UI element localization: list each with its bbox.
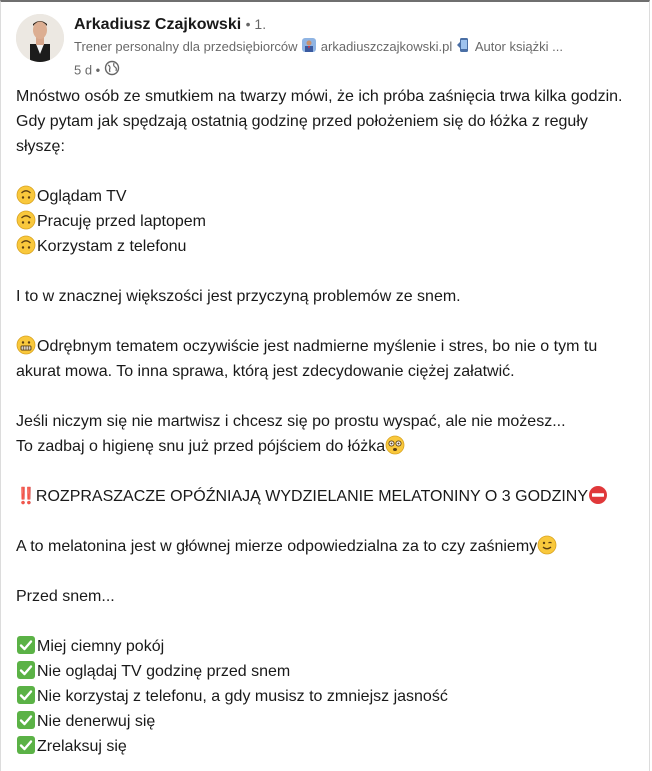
mobile-phone-icon	[456, 37, 472, 58]
check-mark-button-icon	[16, 635, 36, 655]
habit-label: Oglądam TV	[37, 188, 127, 205]
habit-label: Korzystam z telefonu	[37, 238, 187, 255]
habit-label: Pracuję przed laptopem	[37, 213, 206, 230]
checklist-label: Nie oglądaj TV godzinę przed snem	[37, 663, 291, 680]
checklist-label: Nie denerwuj się	[37, 713, 156, 730]
globe-icon	[104, 64, 120, 79]
time-ago: 5 d •	[74, 62, 101, 78]
author-headline	[74, 37, 634, 58]
stress-text: Odrębnym tematem oczywiście jest nadmierne myślenie i stres, bo nie o tym tu akurat mowa. To inna sprawa, którą jest zdecydowanie ciężej załatwić.	[16, 338, 598, 380]
melatonin-line	[16, 534, 636, 559]
post-meta	[74, 60, 636, 81]
post-header	[16, 14, 636, 78]
checklist-item	[16, 709, 636, 734]
connection-degree: • 1.	[245, 16, 267, 32]
check-mark-button-icon	[16, 735, 36, 755]
winking-face-icon	[537, 535, 557, 555]
checklist-item	[16, 734, 636, 759]
stress-paragraph	[16, 334, 636, 384]
grimacing-face-icon	[16, 335, 36, 355]
dizzy-face-icon	[385, 435, 405, 455]
checklist-label: Zrelaksuj się	[37, 738, 127, 755]
headline-part-3: Autor książki ...	[474, 39, 563, 54]
no-entry-icon	[588, 485, 608, 505]
checklist-item	[16, 684, 636, 709]
person-in-suit-icon	[301, 37, 317, 58]
headline-part-2: arkadiuszczajkowski.pl	[320, 39, 453, 54]
check-mark-button-icon	[16, 710, 36, 730]
cause-text: I to w znacznej większości jest przyczyną problemów ze snem.	[16, 288, 461, 305]
post-intro: Mnóstwo osób ze smutkiem na twarzy mówi, że ich próba zaśnięcia trwa kilka godzin. Gdy pytam jak spędzają ostatnią godzinę przed położeniem się do łóżka z reguły słyszę:	[16, 88, 623, 155]
habit-item	[16, 234, 636, 259]
check-mark-button-icon	[16, 685, 36, 705]
checklist-item	[16, 659, 636, 684]
upside-down-face-icon	[16, 185, 36, 205]
tip-line-2: To zadbaj o higienę snu już przed pójściem do łóżka	[16, 438, 386, 455]
checklist-item	[16, 634, 636, 659]
post-body	[16, 84, 636, 759]
before-sleep: Przed snem...	[16, 588, 115, 605]
warning-line	[16, 484, 636, 509]
warning-text: ‼️ROZPRASZACZE OPÓŹNIAJĄ WYDZIELANIE MELATONINY O 3 GODZINY	[16, 488, 589, 505]
headline-part-1: Trener personalny dla przedsiębiorców	[74, 39, 298, 54]
upside-down-face-icon	[16, 210, 36, 230]
upside-down-face-icon	[16, 235, 36, 255]
check-mark-button-icon	[16, 660, 36, 680]
habit-item	[16, 209, 636, 234]
checklist-label: Miej ciemny pokój	[37, 638, 165, 655]
checklist-label: Nie korzystaj z telefonu, a gdy musisz to zmniejsz jasność	[37, 688, 448, 705]
author-name[interactable]: Arkadiusz Czajkowski	[74, 16, 242, 33]
author-avatar[interactable]	[16, 14, 64, 62]
tip-line-2-wrap	[16, 434, 636, 459]
habit-item	[16, 184, 636, 209]
tip-line-1: Jeśli niczym się nie martwisz i chcesz się po prostu wyspać, ale nie możesz...	[16, 413, 566, 430]
melatonin-text: A to melatonina jest w głównej mierze odpowiedzialna za to czy zaśniemy	[16, 538, 538, 555]
